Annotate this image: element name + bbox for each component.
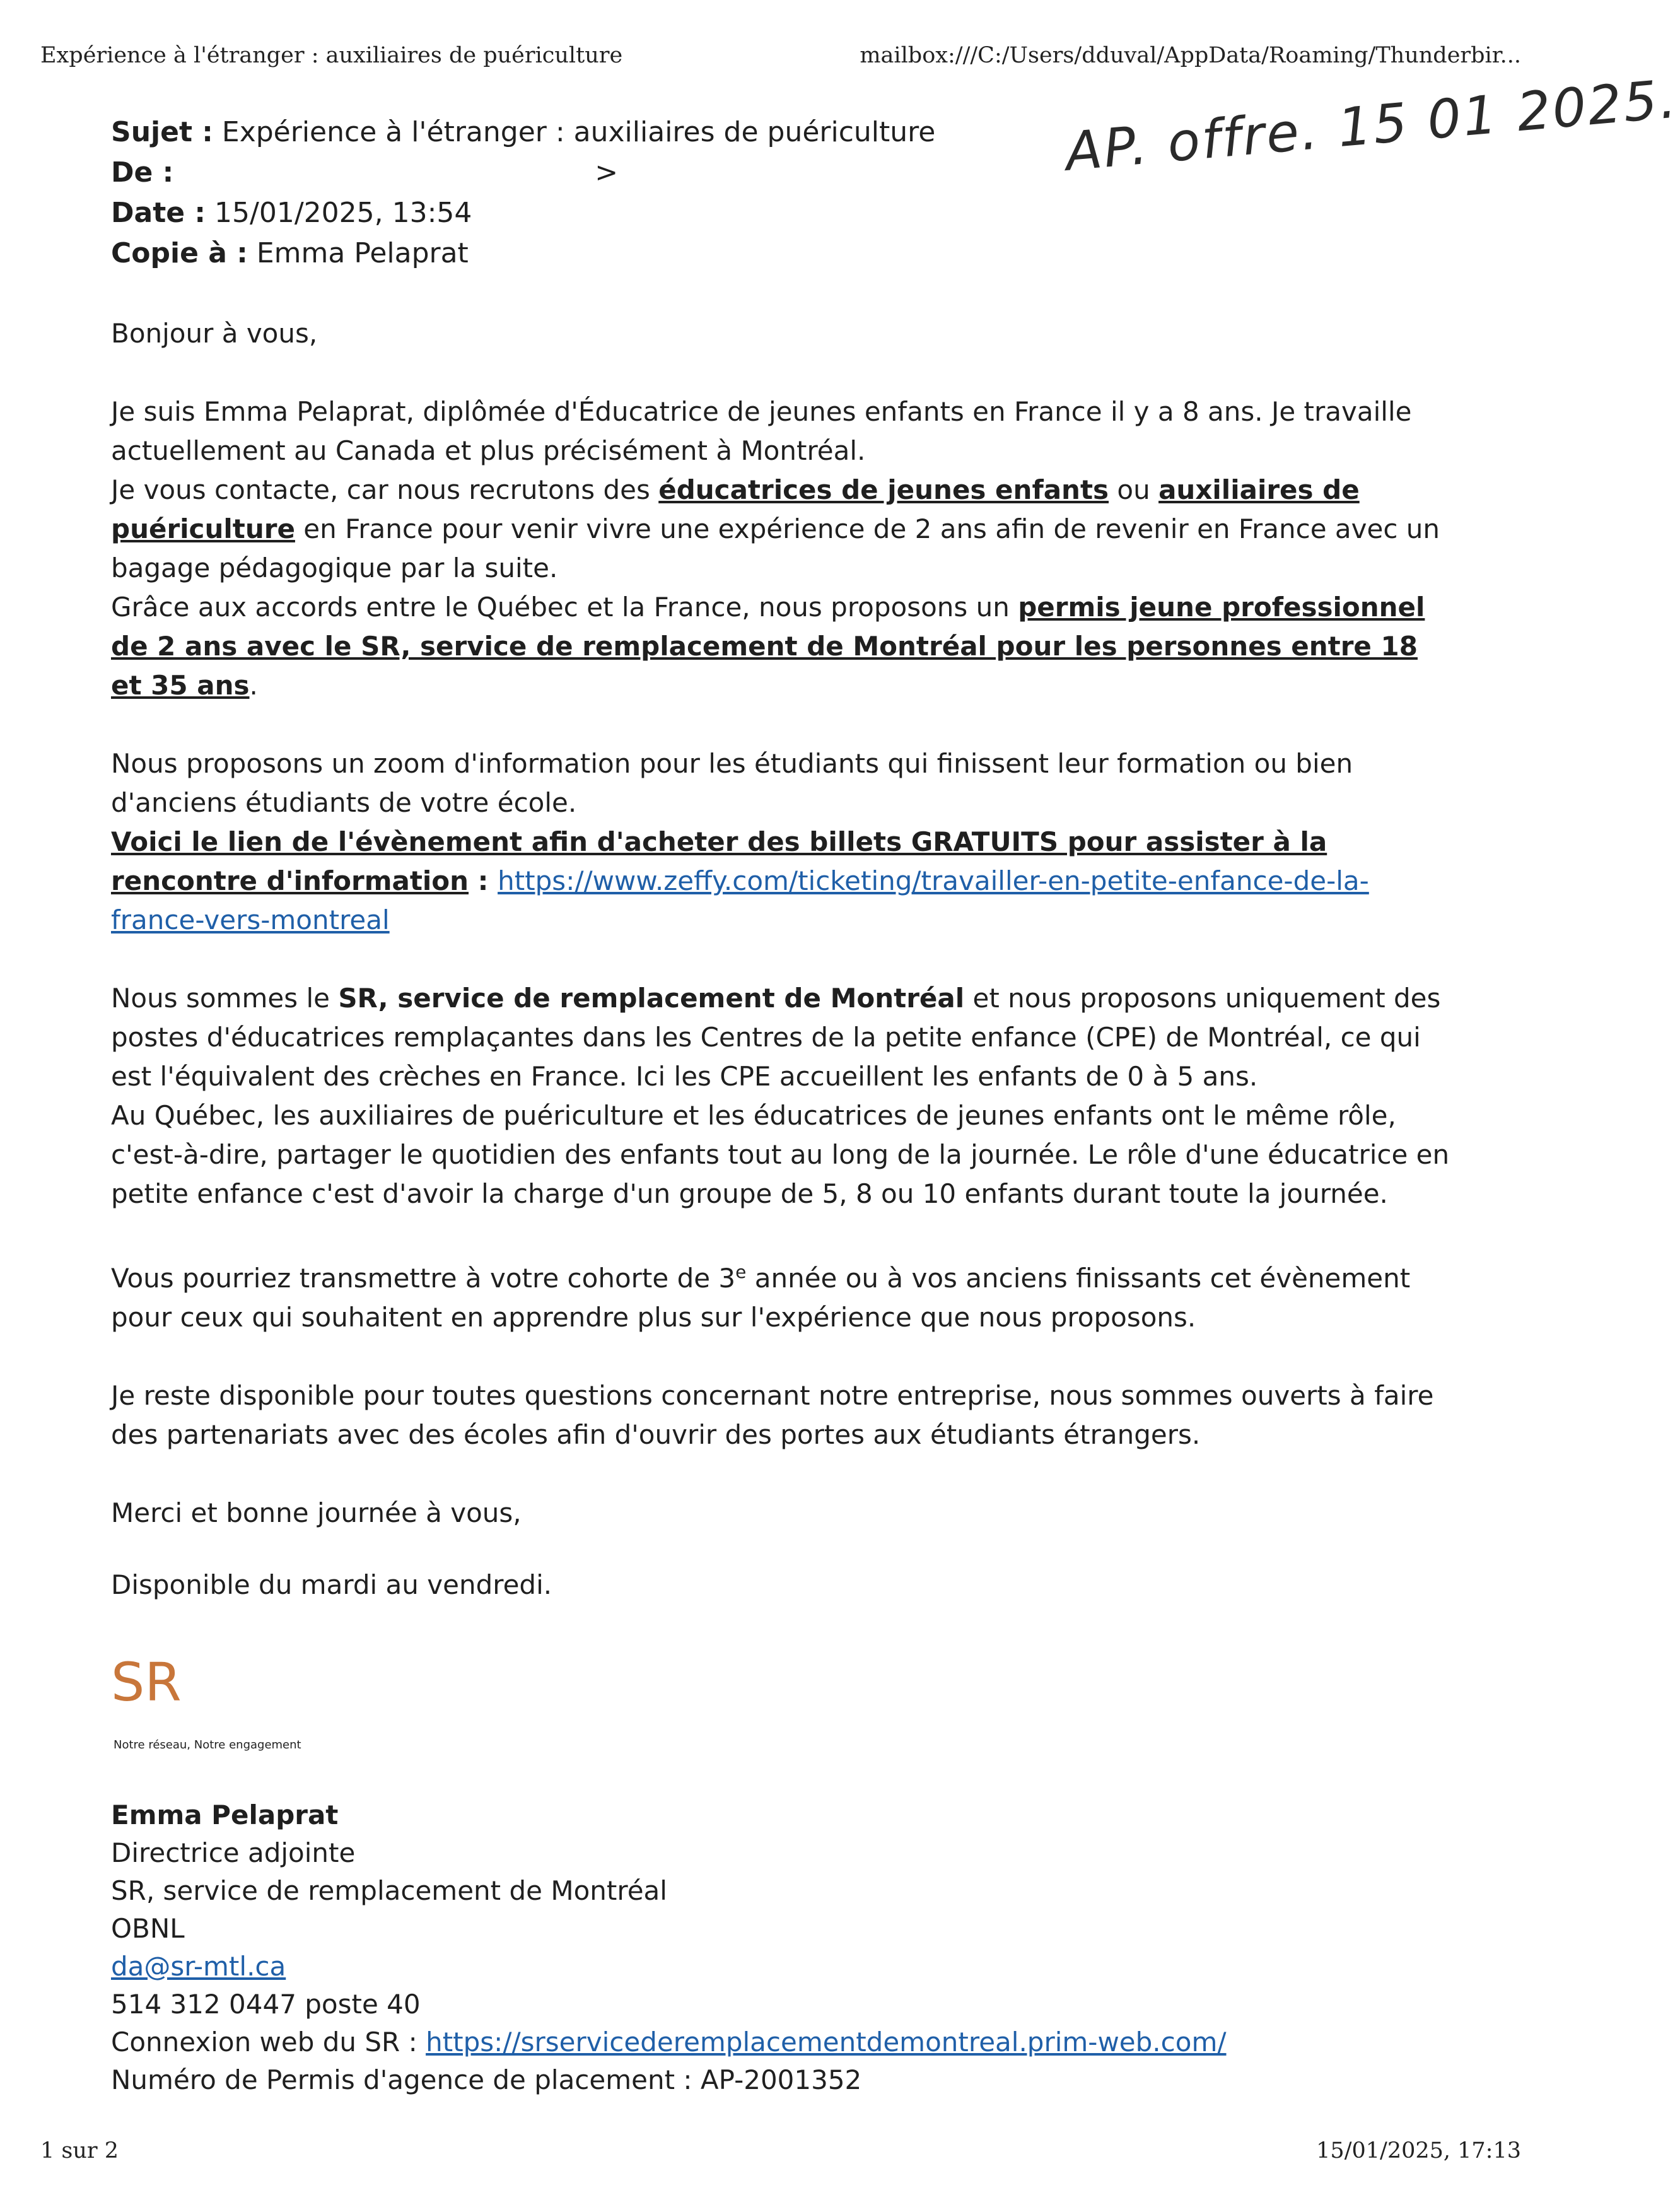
print-datetime: 15/01/2025, 17:13 xyxy=(1316,2138,1521,2163)
sr-name-bold: SR, service de remplacement de Montréal xyxy=(338,983,965,1014)
date-label: Date : xyxy=(111,197,206,229)
email-link[interactable]: da@sr-mtl.ca xyxy=(111,1951,286,1982)
highlight-educatrices: éducatrices de jeunes enfants xyxy=(658,474,1109,505)
subject-value: Expérience à l'étranger : auxiliaires de puériculture xyxy=(221,116,936,148)
sr-logo: SR xyxy=(111,1651,182,1713)
phone-number: 514 312 0447 poste 40 xyxy=(111,1989,421,2020)
paragraph-zoom: Nous proposons un zoom d'information pour les étudiants qui finissent leur formation ou bien d'anciens étudiants de votre école. xyxy=(111,748,1353,818)
signature-block xyxy=(111,1796,1227,2099)
subject-label: Sujet : xyxy=(111,116,213,148)
availability-note: Disponible du mardi au vendredi. xyxy=(111,1569,552,1600)
cc-label: Copie à : xyxy=(111,237,248,269)
signer-role: Directrice adjointe xyxy=(111,1837,356,1868)
paragraph-recruiting: Je vous contacte, car nous recrutons des éducatrices de jeunes enfants ou auxiliaires de puériculture en France pour venir vivre une expérience de 2 ans afin de revenir en France avec un bagage pédagogique par la suite. xyxy=(111,474,1440,583)
paragraph-availability: Je reste disponible pour toutes questions concernant notre entreprise, nous sommes ouverts à faire des partenariats avec des écoles afin d'ouvrir des portes aux étudiants étrangers. xyxy=(111,1380,1434,1450)
logo-tagline: Notre réseau, Notre engagement xyxy=(114,1738,301,1752)
print-path: mailbox:///C:/Users/dduval/AppData/Roaming/Thunderbir... xyxy=(860,43,1521,68)
highlight-auxiliaires: auxiliaires de puériculture xyxy=(111,474,1360,544)
cc-value: Emma Pelaprat xyxy=(256,237,469,269)
cc-row xyxy=(111,233,935,274)
web-label: Connexion web du SR : xyxy=(111,2027,426,2057)
permit-number: Numéro de Permis d'agence de placement : AP-2001352 xyxy=(111,2064,862,2095)
paragraph-intro: Je suis Emma Pelaprat, diplômée d'Éducatrice de jeunes enfants en France il y a 8 ans. Je travaille actuellement au Canada et plus précisément à Montréal. xyxy=(111,396,1412,466)
signer-org-type: OBNL xyxy=(111,1913,185,1944)
mail-headers xyxy=(111,112,935,274)
paragraph-quebec-role: Au Québec, les auxiliaires de puériculture et les éducatrices de jeunes enfants ont le même rôle, c'est-à-dire, partager le quotidien des enfants tout au long de la journée. Le rôle d'une éducatrice en petite enfance c'est d'avoir la charge d'un groupe de 5, 8 ou 10 enfants durant toute la journée. xyxy=(111,1100,1450,1209)
print-title: Expérience à l'étranger : auxiliaires de puériculture xyxy=(40,43,623,68)
greeting: Bonjour à vous, xyxy=(111,318,318,349)
event-link[interactable]: https://www.zeffy.com/ticketing/travailler-en-petite-enfance-de-la-france-vers-montreal xyxy=(111,865,1369,935)
from-value: > xyxy=(595,156,619,189)
paragraph-share: Vous pourriez transmettre à votre cohorte de 3e année ou à vos anciens finissants cet évènement pour ceux qui souhaitent en apprendre plus sur l'expérience que nous proposons. xyxy=(111,1261,1411,1333)
from-label: De : xyxy=(111,156,174,189)
page-number: 1 sur 2 xyxy=(40,2138,119,2163)
mail-body xyxy=(111,314,1454,1533)
paragraph-about-sr: Nous sommes le SR, service de remplacement de Montréal et nous proposons uniquement des postes d'éducatrices remplaçantes dans les Centres de la petite enfance (CPE) de Montréal, ce qui est l'équivalent des crèches en France. Ici les CPE accueillent les enfants de 0 à 5 ans. xyxy=(111,983,1441,1092)
signer-name: Emma Pelaprat xyxy=(111,1799,339,1830)
date-value: 15/01/2025, 13:54 xyxy=(214,197,472,229)
handwritten-annotation: AP. offre. 15 01 2025. xyxy=(1063,67,1680,183)
date-row xyxy=(111,193,935,233)
highlight-permit: permis jeune professionnel de 2 ans avec le SR, service de remplacement de Montréal pour les personnes entre 18 et 35 ans xyxy=(111,592,1425,701)
signer-org: SR, service de remplacement de Montréal xyxy=(111,1875,667,1906)
from-row xyxy=(111,153,935,193)
closing: Merci et bonne journée à vous, xyxy=(111,1497,522,1528)
paragraph-permit: Grâce aux accords entre le Québec et la France, nous proposons un permis jeune professionnel de 2 ans avec le SR, service de remplacement de Montréal pour les personnes entre 18 et 35 ans. xyxy=(111,592,1425,701)
web-link[interactable]: https://srservicederemplacementdemontreal.prim-web.com/ xyxy=(426,2027,1227,2057)
subject-row xyxy=(111,112,935,153)
event-cta: Voici le lien de l'évènement afin d'acheter des billets GRATUITS pour assister à la rencontre d'information xyxy=(111,826,1327,896)
web-row xyxy=(111,2023,1227,2061)
paragraph-event-link: Voici le lien de l'évènement afin d'acheter des billets GRATUITS pour assister à la rencontre d'information : https://www.zeffy.com/ticketing/travailler-en-petite-enfance-de-la-france-vers-montreal xyxy=(111,826,1369,935)
